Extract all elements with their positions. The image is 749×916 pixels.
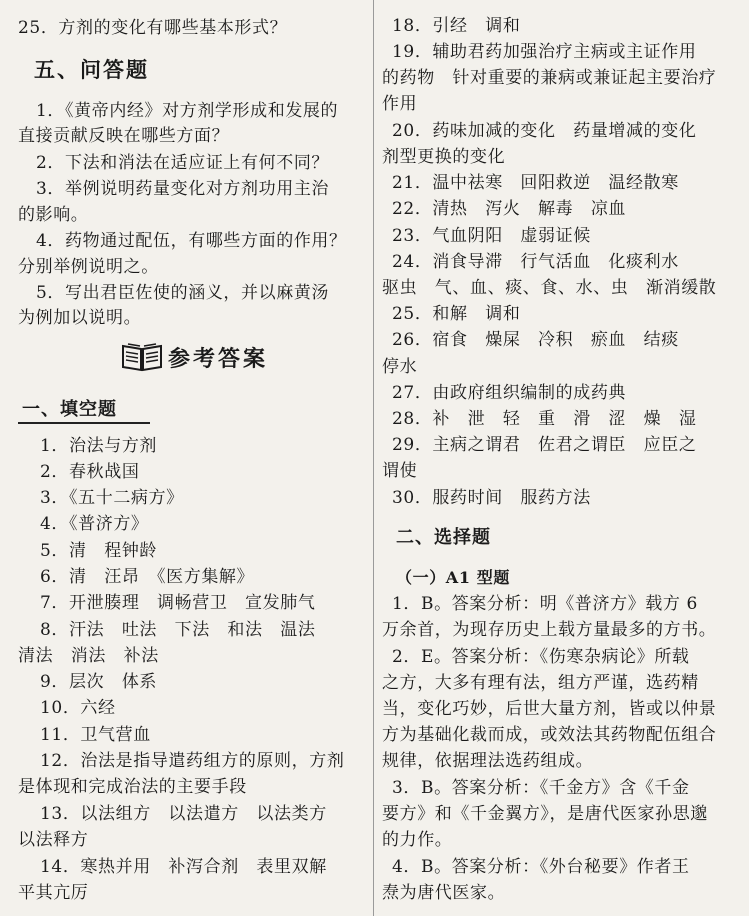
essay-q4-line2: 分别举例说明之。 xyxy=(18,257,159,277)
choice-2-line3: 当，变化巧妙，后世大量方剂，皆或以仲景 xyxy=(382,699,717,719)
answer-20-line1: 20．药味加减的变化 药量增减的变化 xyxy=(392,121,697,141)
answer-5: 5．清 程钟龄 xyxy=(40,541,158,561)
answer-24-line1: 24．消食导滞 行气活血 化痰利水 xyxy=(392,252,679,272)
answer-10: 10．六经 xyxy=(40,698,116,718)
answer-3: 3．《五十二病方》 xyxy=(40,488,184,508)
answer-19-line1: 19．辅助君药加强治疗主病或主证作用 xyxy=(392,42,697,62)
choice-2-line1: 2．E。答案分析：《伤寒杂病论》所载 xyxy=(392,647,690,667)
answer-14-line1: 14．寒热并用 补泻合剂 表里双解 xyxy=(40,857,327,877)
choice-2-line2: 之方，大多有理有法，组方严谨，选药精 xyxy=(382,673,699,693)
left-column xyxy=(0,0,368,916)
column-divider xyxy=(373,0,374,916)
right-column xyxy=(382,0,744,916)
choice-3-line2: 要方》和《千金翼方》，是唐代医家孙思邈 xyxy=(382,804,708,824)
answer-30: 30．服药时间 服药方法 xyxy=(392,488,591,508)
question-25: 25．方剂的变化有哪些基本形式？ xyxy=(18,18,288,38)
answer-7: 7．开泄腠理 调畅营卫 宣发肺气 xyxy=(40,593,316,613)
answer-26-line1: 26．宿食 燥屎 冷积 瘀血 结痰 xyxy=(392,330,679,350)
choice-4-line1: 4．B。答案分析：《外台秘要》作者王 xyxy=(392,857,690,877)
section-title-choice: 二、选择题 xyxy=(396,527,491,548)
answer-29-line2: 谓使 xyxy=(382,461,418,481)
section-title-essay: 五、问答题 xyxy=(34,58,149,82)
answer-29-line1: 29．主病之谓君 佐君之谓臣 应臣之 xyxy=(392,435,697,455)
answer-13-line1: 13．以法组方 以法遣方 以法类方 xyxy=(40,804,327,824)
answer-8-line1: 8．汗法 吐法 下法 和法 温法 xyxy=(40,620,316,640)
answer-19-line3: 作用 xyxy=(382,94,418,114)
answer-8-line2: 清法 消法 补法 xyxy=(18,646,159,666)
choice-3-line3: 的力作。 xyxy=(382,830,453,850)
answer-24-line2: 驱虫 气、血、痰、食、水、虫 渐消缓散 xyxy=(382,278,717,298)
choice-1-line2: 万余首，为现存历史上载方量最多的方书。 xyxy=(382,620,717,640)
answer-13-line2: 以法释方 xyxy=(18,830,89,850)
answer-20-line2: 剂型更换的变化 xyxy=(382,147,506,167)
answer-27: 27．由政府组织编制的成药典 xyxy=(392,383,627,403)
choice-2-line5: 规律，依据理法选药组成。 xyxy=(382,751,594,771)
essay-q5-line2: 为例加以说明。 xyxy=(18,308,142,328)
essay-q5-line1: 5．写出君臣佐使的涵义，并以麻黄汤 xyxy=(36,283,330,303)
answer-9: 9．层次 体系 xyxy=(40,672,158,692)
choice-3-line1: 3．B。答案分析：《千金方》含《千金 xyxy=(392,778,690,798)
answers-title: 参考答案 xyxy=(168,347,269,372)
answer-14-line2: 平其亢厉 xyxy=(18,883,89,903)
answer-12-line2: 是体现和完成治法的主要手段 xyxy=(18,777,247,797)
essay-q4-line1: 4．药物通过配伍，有哪些方面的作用？ xyxy=(36,231,347,251)
answer-26-line2: 停水 xyxy=(382,357,418,377)
subsection-a1-type: （一）A1 型题 xyxy=(396,568,510,587)
answer-21: 21．温中祛寒 回阳救逆 温经散寒 xyxy=(392,173,679,193)
answer-11: 11．卫气营血 xyxy=(40,725,151,745)
open-book-icon xyxy=(120,340,164,372)
answer-6: 6．清 汪昂 《医方集解》 xyxy=(40,567,255,587)
answer-4: 4．《普济方》 xyxy=(40,514,149,534)
essay-q3-line1: 3．举例说明药量变化对方剂功用主治 xyxy=(36,179,330,199)
choice-2-line4: 方为基础化裁而成，或效法其药物配伍组合 xyxy=(382,725,717,745)
essay-q1-line2: 直接贡献反映在哪些方面？ xyxy=(18,126,230,146)
answer-22: 22．清热 泻火 解毒 凉血 xyxy=(392,199,627,219)
answer-18: 18．引经 调和 xyxy=(392,16,521,36)
essay-q3-line2: 的影响。 xyxy=(18,205,89,225)
answer-25: 25．和解 调和 xyxy=(392,304,521,324)
essay-q2: 2．下法和消法在适应证上有何不同？ xyxy=(36,153,330,173)
choice-1-line1: 1．B。答案分析：明《普济方》载方 6 xyxy=(392,594,698,614)
section-title-fill-blank: 一、填空题 xyxy=(22,399,117,420)
answer-2: 2．春秋战国 xyxy=(40,462,140,482)
answer-28: 28．补 泄 轻 重 滑 涩 燥 湿 xyxy=(392,409,697,429)
answer-19-line2: 的药物 针对重要的兼病或兼证起主要治疗 xyxy=(382,68,717,88)
answer-23: 23．气血阴阳 虚弱证候 xyxy=(392,226,591,246)
essay-q1-line1: 1．《黄帝内经》对方剂学形成和发展的 xyxy=(36,101,339,121)
section-title-underline xyxy=(18,422,150,424)
answer-1: 1．治法与方剂 xyxy=(40,436,158,456)
choice-4-line2: 焘为唐代医家。 xyxy=(382,883,506,903)
answer-12-line1: 12．治法是指导遣药组方的原则，方剂 xyxy=(40,751,345,771)
